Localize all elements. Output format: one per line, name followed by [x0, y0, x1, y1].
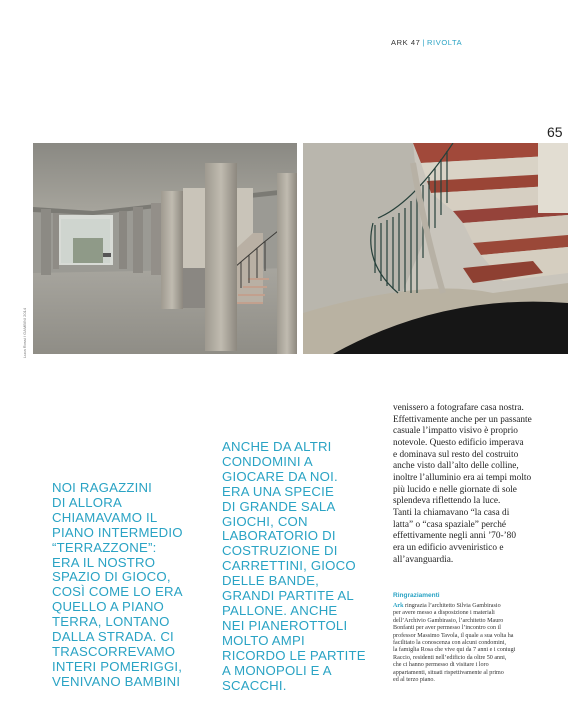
body-line: venissero a fotografare casa nostra.	[393, 403, 524, 413]
body-line: e dominava sul resto del costruito	[393, 449, 519, 460]
quote-line: CONDOMINI A	[222, 453, 313, 469]
quote-line: QUELLO A PIANO	[52, 599, 165, 615]
ark-name: Ark	[393, 603, 404, 609]
quote-line: VENIVANO BAMBINI	[52, 673, 181, 689]
body-line: anche visto dall’alto delle colline,	[393, 461, 519, 472]
pull-quote-left	[52, 481, 202, 690]
quote-line: INTERI POMERIGGI,	[52, 658, 183, 674]
pull-quote-right	[222, 440, 372, 693]
portico-photo	[33, 143, 297, 354]
body-line: Tanti la chiamavano “la casa di	[393, 507, 510, 518]
thanks-line: per avere messo a disposizione i materiali	[393, 610, 495, 617]
thanks-line: che ci hanno permesso di visitare i loro	[393, 662, 489, 669]
body-line: casuale l’impatto visivo è proprio	[393, 426, 518, 437]
quote-line: PIANO INTERMEDIO	[52, 524, 183, 540]
thanks-line: ed al terzo piano.	[393, 677, 435, 684]
staircase-photo	[303, 143, 568, 354]
quote-line: LABORATORIO DI	[222, 528, 336, 544]
quote-line: GIOCHI, CON	[222, 513, 308, 529]
quote-line: TRASCORREVAMO	[52, 643, 176, 659]
body-line: effettivamente negli anni ’70-’80	[393, 531, 516, 542]
body-line: più lucido e nelle giornate di sole	[393, 484, 517, 495]
quote-line: DI GRANDE SALA	[222, 498, 336, 514]
body-line: era un edificio avveniristico e	[393, 542, 504, 553]
body-line: splendeva riflettendo la luce.	[393, 496, 501, 507]
staircase-illustration	[303, 143, 568, 354]
quote-line: CARRETTINI, GIOCO	[222, 558, 356, 574]
thanks-line-rest: ringrazia l’architetto Silvia Gambirasio	[403, 603, 501, 609]
thanks-line: facilitato la conoscenza con alcuni condomini,	[393, 640, 507, 647]
quote-line: GRANDI PARTITE AL	[222, 588, 354, 604]
quote-line: “TERRAZZONE”:	[52, 539, 157, 555]
quote-line: TERRA, LONTANO	[52, 614, 170, 630]
article-body	[393, 403, 543, 566]
body-line: latta” o “casa spaziale” perché	[393, 519, 507, 530]
quote-line: NOI RAGAZZINI	[52, 480, 153, 495]
quote-line: COSTRUZIONE DI	[222, 543, 338, 559]
photo-credit: Luca Rossi / GAMBINI 2014	[22, 307, 27, 358]
page-number: 65	[547, 124, 563, 140]
acknowledgements-title: Ringraziamenti	[393, 592, 440, 599]
quote-line: PALLONE. ANCHE	[222, 602, 338, 618]
quote-line: ERA IL NOSTRO	[52, 554, 156, 570]
section-name: RIVOLTA	[427, 38, 463, 47]
quote-line: DI ALLORA	[52, 494, 122, 510]
thanks-line: Bonfanti per aver permesso l’incontro con il	[393, 625, 501, 632]
body-line: Effettivamente anche per un passante	[393, 414, 532, 425]
quote-line: DELLE BANDE,	[222, 573, 319, 589]
quote-line: GIOCARE DA NOI.	[222, 468, 338, 484]
quote-line: CHIAMAVAMO IL	[52, 509, 158, 525]
quote-line: SCACCHI.	[222, 677, 287, 693]
thanks-line: dell’Archivio Gambirasio, l’architetto Mauro	[393, 617, 504, 624]
quote-line: RICORDO LE PARTITE	[222, 647, 366, 663]
header-separator: |	[422, 38, 426, 47]
quote-line: NEI PIANEROTTOLI	[222, 617, 348, 633]
quote-line: COSÌ COME LO ERA	[52, 584, 183, 600]
quote-line: A MONOPOLI E A	[222, 662, 332, 678]
quote-line: SPAZIO DI GIOCO,	[52, 569, 171, 585]
quote-line: ANCHE DA ALTRI	[222, 439, 332, 454]
body-line: inoltre l’alluminio era ai tempi molto	[393, 472, 532, 483]
thanks-line: appartamenti, situati rispettivamente al primo	[393, 669, 504, 676]
quote-line: MOLTO AMPI	[222, 632, 305, 648]
magazine-issue: ARK 47	[391, 38, 421, 47]
thanks-line: Raccio, residenti nell’edificio da oltre 50 anni,	[393, 654, 507, 661]
quote-line: ERA UNA SPECIE	[222, 483, 335, 499]
running-header	[391, 38, 462, 47]
body-line: all’avanguardia.	[393, 554, 454, 565]
thanks-line: la famiglia Rosa che vive qui da 7 anni e i coniugi	[393, 647, 516, 654]
acknowledgements-text	[393, 603, 543, 684]
portico-illustration	[33, 143, 297, 354]
quote-line: DALLA STRADA. CI	[52, 629, 174, 645]
thanks-line	[393, 603, 543, 610]
thanks-line: professor Massimo Tavola, il quale a sua volta ha	[393, 632, 514, 639]
body-line: notevole. Questo edificio imperava	[393, 437, 524, 448]
